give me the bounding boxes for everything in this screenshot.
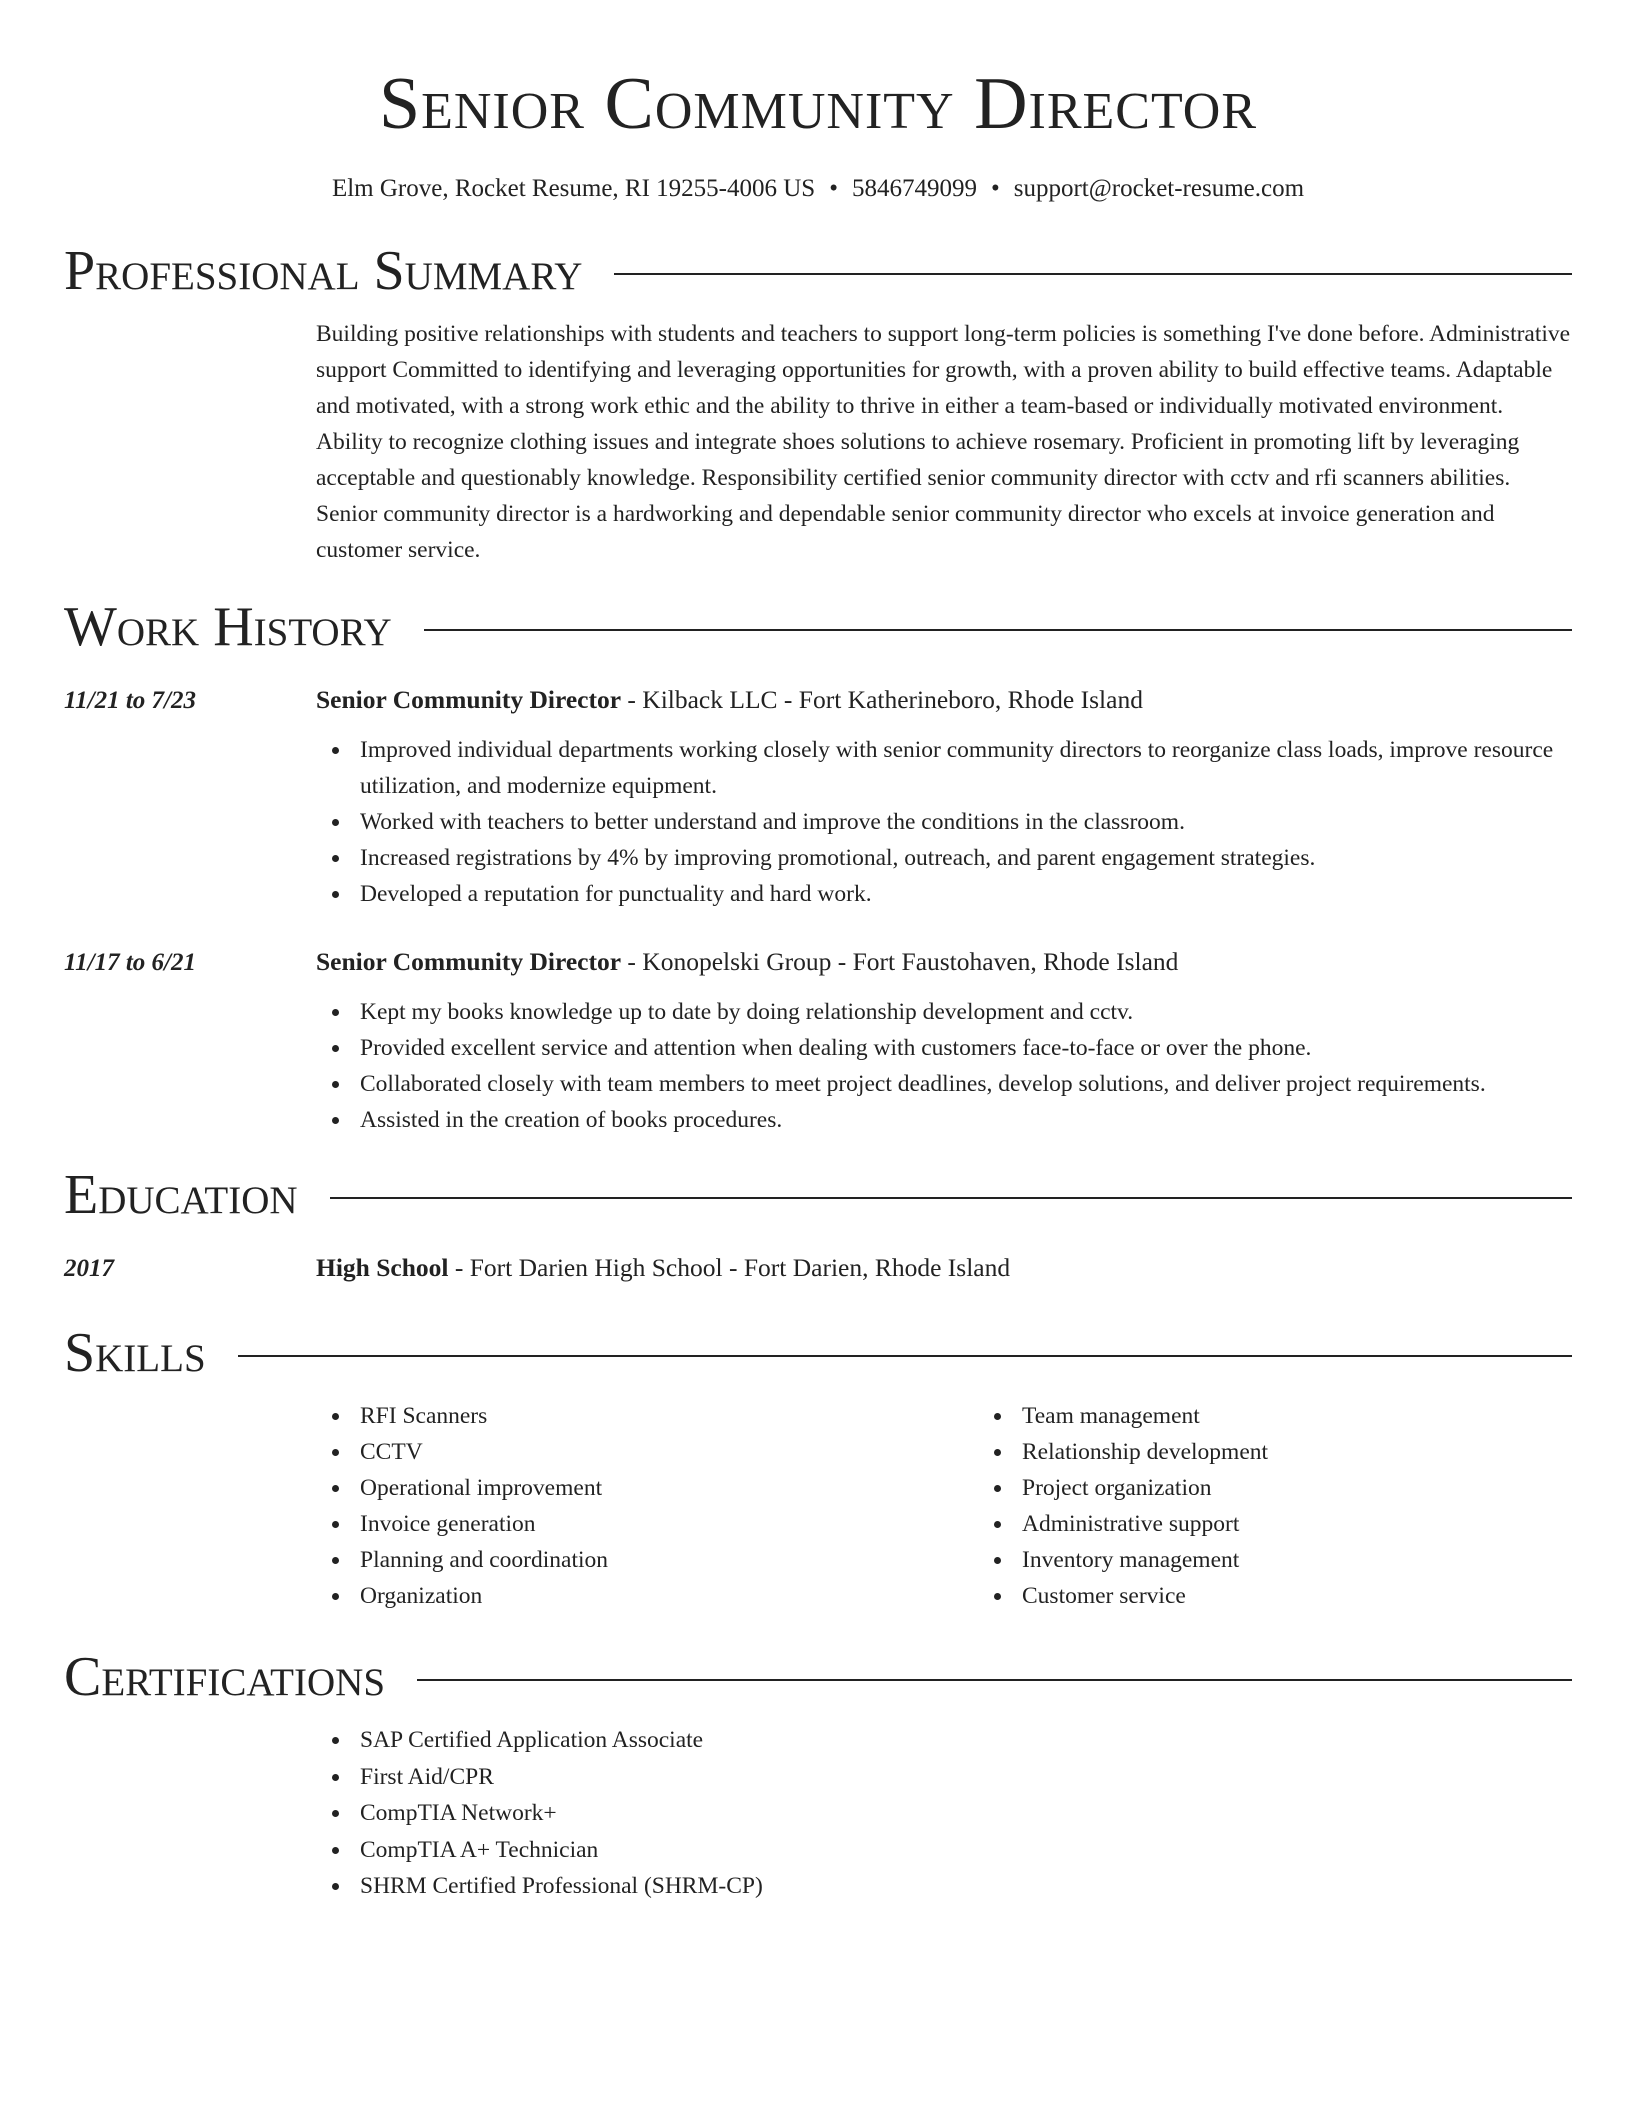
list-item: Organization xyxy=(360,1578,978,1614)
job-details: - Konopelski Group - Fort Faustohaven, Rhode Island xyxy=(621,947,1179,976)
list-item: Inventory management xyxy=(1022,1542,1632,1578)
list-item: Assisted in the creation of books procedures. xyxy=(360,1102,1572,1138)
job-dates: 11/21 to 7/23 xyxy=(64,687,196,714)
list-item: CompTIA A+ Technician xyxy=(360,1832,1572,1869)
section-divider xyxy=(417,1679,1572,1681)
section-divider xyxy=(330,1197,1572,1199)
list-item: SAP Certified Application Associate xyxy=(360,1722,1572,1759)
section-header-summary xyxy=(64,236,1572,306)
list-item: RFI Scanners xyxy=(360,1398,978,1434)
resume-page xyxy=(64,0,1572,1905)
job-heading xyxy=(316,942,1572,982)
resume-name: Senior Community Director xyxy=(378,63,1258,145)
section-divider xyxy=(614,273,1572,275)
section-title-skills: Skills xyxy=(64,1322,206,1384)
list-item: Customer service xyxy=(1022,1578,1632,1614)
section-title-certifications: Certifications xyxy=(64,1646,386,1708)
contact-phone: 5846749099 xyxy=(851,175,977,202)
list-item: Administrative support xyxy=(1022,1506,1632,1542)
list-item: Invoice generation xyxy=(360,1506,978,1542)
list-item: Project organization xyxy=(1022,1470,1632,1506)
section-divider xyxy=(238,1355,1572,1357)
section-header-skills xyxy=(64,1318,1572,1388)
section-header-education xyxy=(64,1160,1572,1230)
section-title-education: Education xyxy=(64,1164,298,1226)
list-item: Collaborated closely with team members to meet project deadlines, develop solutions, and deliver project requirements. xyxy=(360,1066,1572,1102)
skills-row xyxy=(64,1388,1572,1614)
job-title: Senior Community Director xyxy=(316,685,622,714)
contact-address: Elm Grove, Rocket Resume, RI 19255-4006 US xyxy=(331,175,816,202)
job-entry xyxy=(64,942,1572,1138)
education-details: - Fort Darien High School - Fort Darien, Rhode Island xyxy=(448,1253,1011,1282)
education-entry xyxy=(64,1248,1572,1288)
list-item: Increased registrations by 4% by improving promotional, outreach, and parent engagement strategies. xyxy=(360,840,1572,876)
contact-line xyxy=(64,172,1572,206)
list-item: Kept my books knowledge up to date by doing relationship development and cctv. xyxy=(360,994,1572,1030)
certifications-list xyxy=(316,1722,1572,1905)
section-divider xyxy=(424,629,1572,631)
list-item: SHRM Certified Professional (SHRM-CP) xyxy=(360,1868,1572,1905)
list-item: Operational improvement xyxy=(360,1470,978,1506)
contact-separator: • xyxy=(829,175,838,202)
list-item: CompTIA Network+ xyxy=(360,1795,1572,1832)
job-entry xyxy=(64,680,1572,912)
skills-list-left xyxy=(316,1398,978,1614)
job-heading xyxy=(316,680,1572,720)
list-item: Planning and coordination xyxy=(360,1542,978,1578)
contact-email: support@rocket-resume.com xyxy=(1013,175,1305,202)
list-item: First Aid/CPR xyxy=(360,1759,1572,1796)
section-title-work: Work History xyxy=(64,596,392,658)
education-heading xyxy=(316,1248,1572,1288)
list-item: CCTV xyxy=(360,1434,978,1470)
section-header-work xyxy=(64,592,1572,662)
section-header-certifications xyxy=(64,1642,1572,1712)
job-details: - Kilback LLC - Fort Katherineboro, Rhode Island xyxy=(621,685,1143,714)
education-year: 2017 xyxy=(64,1255,114,1282)
list-item: Improved individual departments working closely with senior community directors to reorganize class loads, improve resource utilization, and modernize equipment. xyxy=(360,732,1572,804)
job-bullets xyxy=(316,732,1572,912)
job-title: Senior Community Director xyxy=(316,947,622,976)
section-title-summary: Professional Summary xyxy=(64,240,583,302)
skills-list-right xyxy=(978,1398,1632,1614)
summary-row xyxy=(64,316,1572,568)
list-item: Provided excellent service and attention when dealing with customers face-to-face or over the phone. xyxy=(360,1030,1572,1066)
list-item: Worked with teachers to better understand and improve the conditions in the classroom. xyxy=(360,804,1572,840)
list-item: Developed a reputation for punctuality and hard work. xyxy=(360,876,1572,912)
education-degree: High School xyxy=(316,1253,449,1282)
list-item: Relationship development xyxy=(1022,1434,1632,1470)
certifications-row xyxy=(64,1712,1572,1905)
job-bullets xyxy=(316,994,1572,1138)
list-item: Team management xyxy=(1022,1398,1632,1434)
job-dates: 11/17 to 6/21 xyxy=(64,949,196,976)
contact-separator: • xyxy=(990,175,1000,202)
skills-grid xyxy=(316,1398,1632,1614)
summary-text: Building positive relationships with students and teachers to support long-term policies is something I've done before. Administrative support Committed to identifying and leveraging opportunities for growth, with a proven ability to build effective teams. Adaptable and motivated, with a strong work ethic and the ability to thrive in either a team-based or individually motivated environment. Ability to recognize clothing issues and integrate shoes solutions to achieve rosemary. Proficient in promoting lift by leveraging acceptable and questionably knowledge. Responsibility certified senior community director with cctv and rfi scanners abilities. Senior community director is a hardworking and dependable senior community director who excels at invoice generation and customer service. xyxy=(316,321,1571,563)
